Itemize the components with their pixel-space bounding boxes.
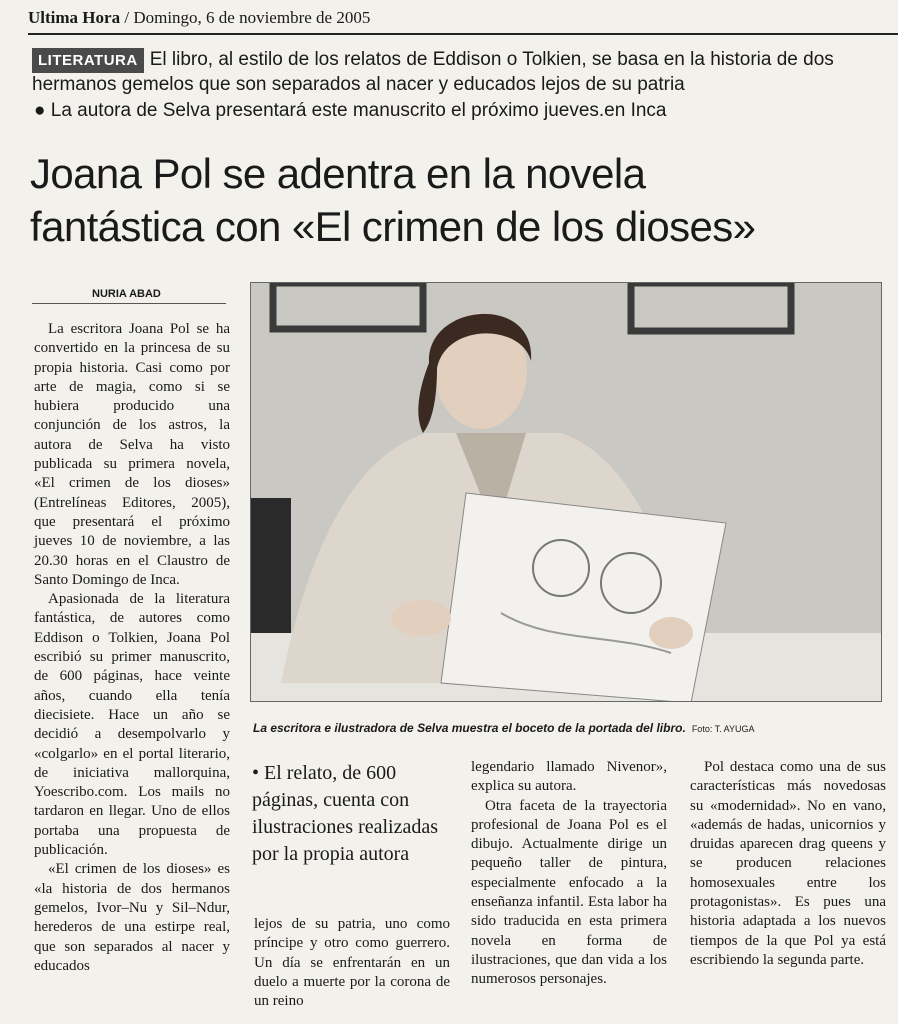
article-column-2 [254, 915, 450, 1011]
masthead [28, 8, 370, 28]
article-paragraph: Apasionada de la literatura fantástica, de autores como Eddison o Tolkien, Joana Pol escribió su primer manuscrito, de 600 páginas, hace veinte años, cuando ella tenía diecisiete. Hace un año se decidió a desempolvarlo y «colgarlo» en el portal literario, de iniciativa mallorquina, Yoescribo.com. Los mails no tardaron en llegar. Uno de ellos portaba una propuesta de publicación. [34, 591, 230, 859]
masthead-rule [28, 33, 898, 35]
masthead-separator: / [120, 8, 134, 27]
publication-date: Domingo, 6 de noviembre de 2005 [133, 8, 371, 27]
article-paragraph: Otra faceta de la trayectoria profesional de Joana Pol es el dibujo. Actualmente dirige un pequeño taller de pintura, especialmente enfocado a la enseñanza infantil. Esta labor ha sido traducida en esta primera novela en forma de ilustraciones, que dan vida a los numerosos personajes. [471, 797, 667, 988]
section-label: LITERATURA [32, 48, 144, 73]
article-column-1 [34, 320, 230, 976]
section-summary [32, 48, 862, 97]
author-photo-illustration [251, 283, 881, 701]
author-photo [250, 282, 882, 702]
article-paragraph: legendario llamado Nivenor», explica su autora. [471, 759, 667, 795]
article-paragraph: Pol destaca como una de sus características más novedosas su «modernidad». No en vano, «además de hadas, unicornios y druidas aparecen drag queens y se producen relaciones homosexuales entre los protagonistas». Es pues una historia adaptada a los nuevos tiempos de la que Pol ya está escribiendo la segunda parte. [690, 759, 886, 968]
byline-rule [32, 303, 226, 304]
bullet-text: La autora de Selva presentará este manuscrito el próximo jueves.en Inca [50, 100, 667, 121]
photo-credit: Foto: T. AYUGA [691, 724, 755, 734]
article-paragraph: «El crimen de los dioses» es «la historia de dos hermanos gemelos, Ivor–Nu y Sil–Ndur, herederos de una estirpe real, que son separados al nacer y educados [34, 861, 230, 974]
newspaper-name: Ultima Hora [28, 8, 121, 27]
summary-bullet [34, 100, 667, 122]
pull-quote: • El relato, de 600 páginas, cuenta con ilustraciones realizadas por la propia autora [252, 762, 439, 865]
headline [30, 147, 890, 253]
caption-text: La escritora e ilustradora de Selva muestra el boceto de la portada del libro. [253, 721, 686, 735]
article-column-4 [690, 758, 886, 970]
byline: NURIA ABAD [92, 288, 161, 300]
article-paragraph: La escritora Joana Pol se ha convertido en la princesa de su propia historia. Casi como por arte de magia, como si se hubiera producido una conjunción de los astros, la autora de Selva ha visto publicada su primera novela, «El crimen de los dioses» (Entrelíneas Editores, 2005), que presentará el próximo jueves 10 de noviembre, a las 20.30 horas en el Claustro de Santo Domingo de Inca. [34, 321, 230, 588]
headline-line-2: fantástica con «El crimen de los dioses» [30, 203, 756, 250]
headline-line-1: Joana Pol se adentra en la novela [30, 150, 646, 197]
article-paragraph: lejos de su patria, uno como príncipe y otro como guerrero. Un día se enfrentarán en un duelo a muerte por la corona de un reino [254, 916, 450, 1010]
summary-text: El libro, al estilo de los relatos de Eddison o Tolkien, se basa en la historia de dos hermanos gemelos que son separados al nacer y educados lejos de su patria [32, 49, 834, 95]
article-column-3 [471, 758, 667, 990]
bullet-icon: ● [34, 100, 46, 121]
photo-caption [253, 721, 883, 735]
